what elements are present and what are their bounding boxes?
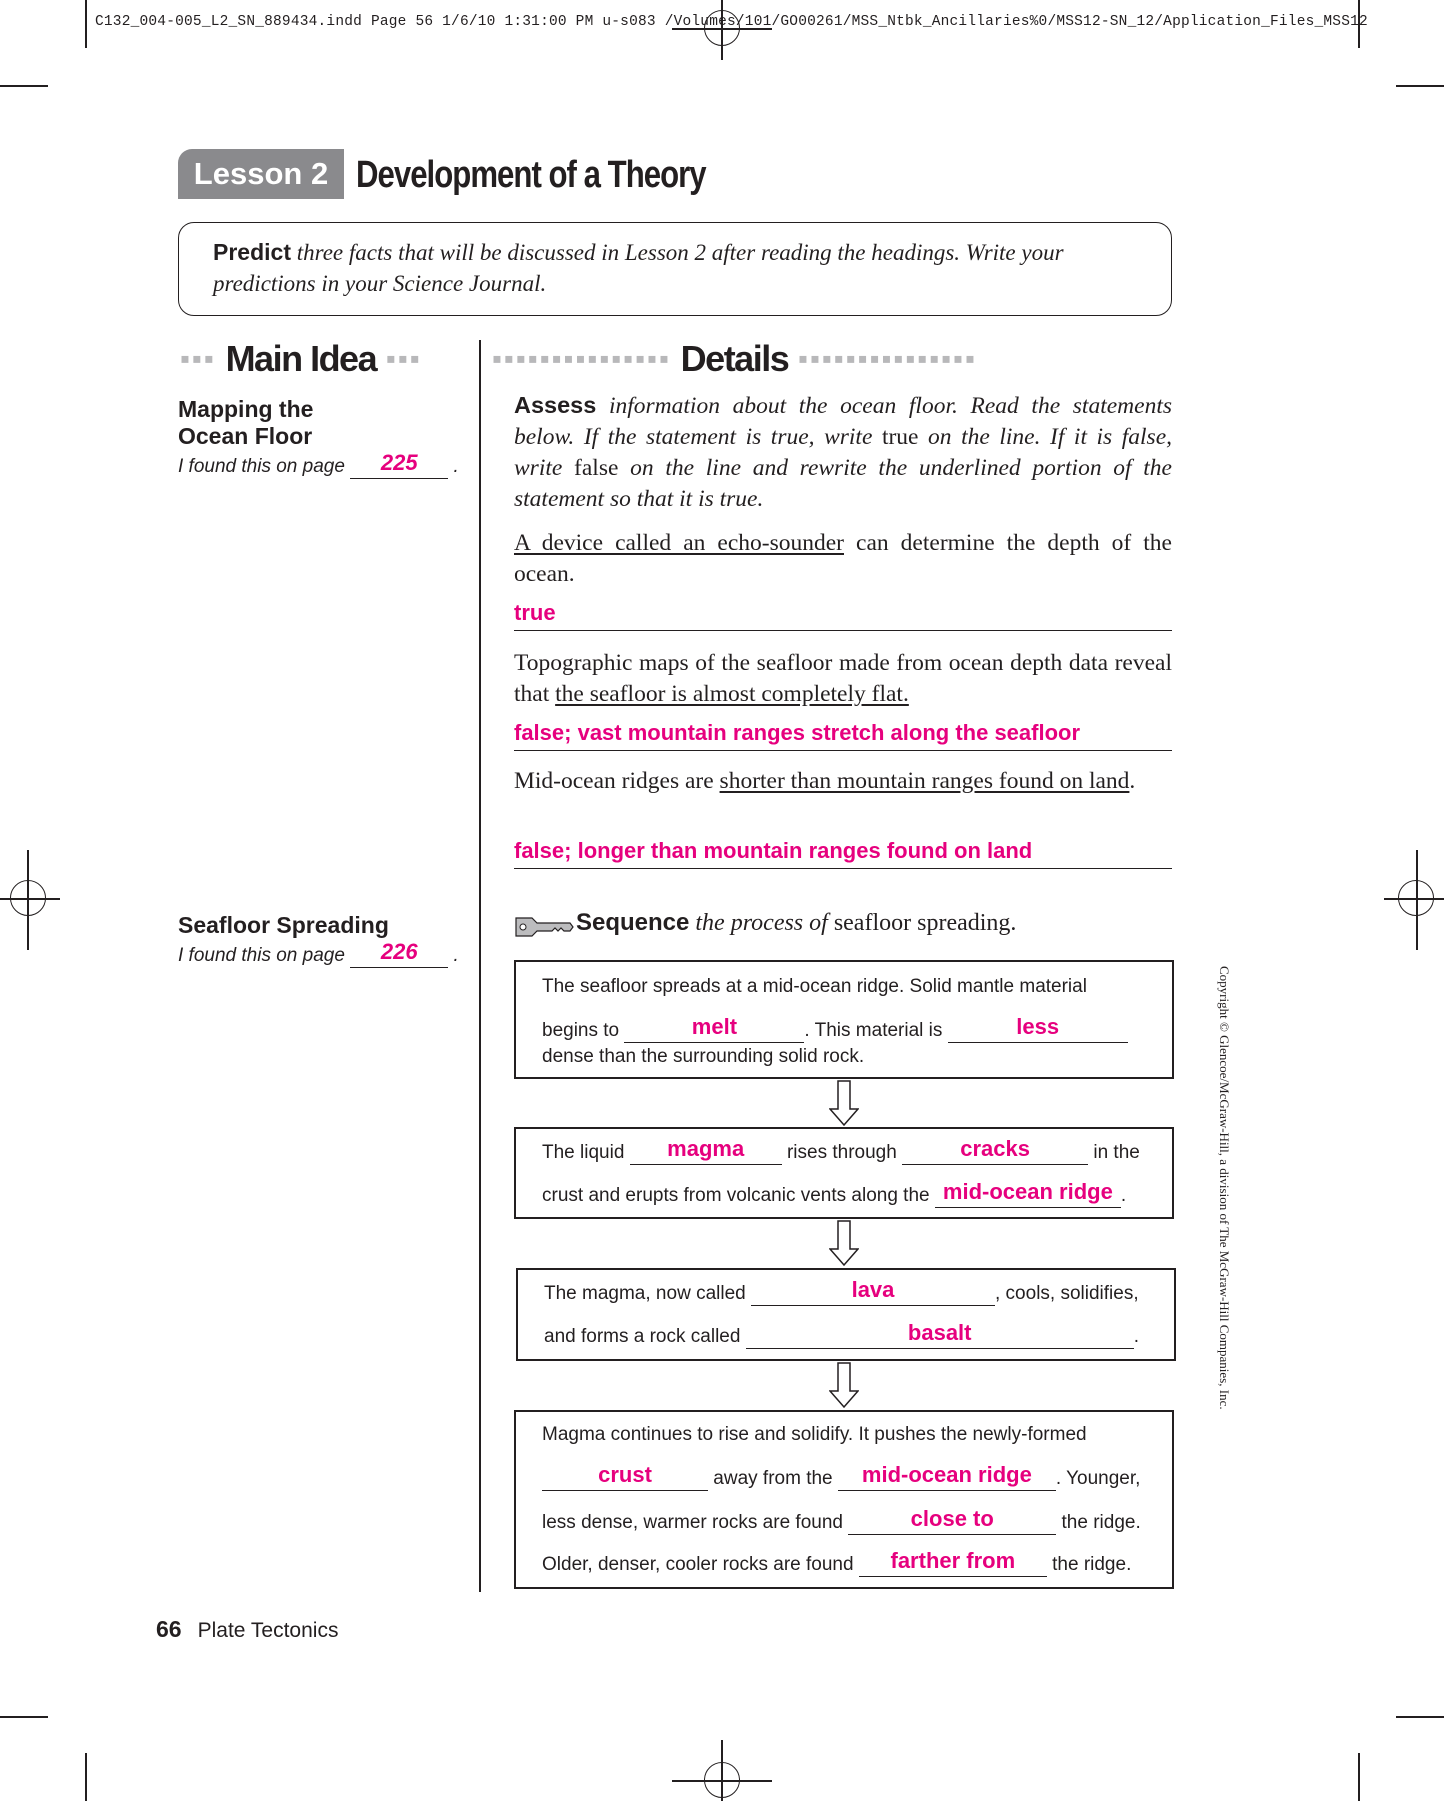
answer-lava[interactable]: lava: [851, 1277, 895, 1302]
sequence-box-1: [514, 960, 1174, 1079]
column-divider: [479, 340, 481, 1592]
statement-1: A device called an echo-sounder can determine the depth of the ocean.: [514, 530, 1172, 587]
sequence-instructions: Sequence the process of seafloor spreading.: [576, 909, 1017, 936]
page-number-answer[interactable]: 226: [380, 939, 418, 964]
down-arrow-icon: [829, 1220, 859, 1266]
box-text: The magma, now called lava , cools, solidifies,: [544, 1277, 1139, 1304]
page-reference: I found this on page 225 .: [178, 450, 459, 477]
details-header: [492, 336, 977, 382]
answer-2: false; vast mountain ranges stretch along the seafloor: [514, 720, 1081, 745]
box-text: dense than the surrounding solid rock.: [542, 1046, 865, 1067]
crop-mark: [85, 1753, 87, 1801]
box-text: and forms a rock called basalt .: [544, 1320, 1139, 1347]
lesson-title: Development of a Theory: [356, 154, 706, 196]
dot-leader: ▪▪▪▪▪▪▪▪▪▪▪▪▪▪▪: [788, 343, 977, 374]
answer-close-to[interactable]: close to: [910, 1506, 994, 1531]
main-idea-heading: Mapping the Ocean Floor: [178, 396, 314, 449]
lesson-tab: Lesson 2: [178, 149, 344, 199]
registration-mark: [721, 1740, 723, 1801]
registration-mark: [1416, 850, 1418, 950]
page-footer: [156, 1616, 338, 1643]
details-title: Details: [680, 338, 789, 379]
key-icon: [512, 912, 574, 942]
main-idea-seafloor: [178, 912, 468, 968]
main-idea-mapping: [178, 396, 468, 479]
box-text: crust and erupts from volcanic vents along the mid-ocean ridge .: [542, 1179, 1127, 1206]
answer-mid-ocean-ridge-2[interactable]: mid-ocean ridge: [861, 1462, 1032, 1487]
box-text: crust away from the mid-ocean ridge . Younger,: [542, 1468, 1140, 1491]
predict-box: [178, 222, 1172, 316]
box-text: Magma continues to rise and solidify. It pushes the newly-formed: [542, 1424, 1087, 1445]
sequence-box-2: [514, 1127, 1174, 1219]
answer-line-2[interactable]: [514, 720, 1172, 751]
page-reference: I found this on page 226 .: [178, 939, 459, 966]
crop-mark: [0, 85, 48, 87]
statement-2: Topographic maps of the seafloor made from ocean depth data reveal that the seafloor is almost completely flat.: [514, 650, 1172, 707]
predict-label: Predict: [213, 239, 291, 265]
answer-crust[interactable]: crust: [598, 1462, 652, 1487]
assess-instructions: Assess information about the ocean floor. Read the statements below. If the statement is true, write true on the line. If it is false, write false on the line and rewrite the underlined portion of the statement so that it is true.: [514, 392, 1173, 512]
registration-mark: [721, 0, 723, 60]
main-idea-heading: Seafloor Spreading: [178, 912, 389, 938]
down-arrow-icon: [829, 1080, 859, 1126]
crop-mark: [1396, 1716, 1444, 1718]
sequence-box-3: [516, 1268, 1176, 1361]
main-idea-title: Main Idea: [225, 338, 377, 379]
dot-leader: ▪▪▪▪▪▪▪▪▪▪▪▪▪▪▪: [492, 343, 681, 374]
predict-text: three facts that will be discussed in Lesson 2 after reading the headings. Write your predictions in your Science Journal.: [213, 240, 1064, 296]
crop-mark: [85, 0, 87, 48]
down-arrow-icon: [829, 1362, 859, 1408]
answer-3: false; longer than mountain ranges found on land: [514, 838, 1033, 863]
box-text: The liquid magma rises through cracks in the: [542, 1136, 1140, 1163]
box-text: less dense, warmer rocks are found close to the ridge.: [542, 1506, 1141, 1533]
box-text: begins to melt . This material is less: [542, 1020, 1128, 1043]
answer-line-3[interactable]: [514, 838, 1172, 869]
sequence-box-4: [514, 1410, 1174, 1589]
unit-name: Plate Tectonics: [197, 1619, 339, 1642]
dot-leader: ▪▪▪: [180, 343, 226, 374]
page-number: 66: [156, 1616, 182, 1642]
answer-magma[interactable]: magma: [667, 1136, 745, 1161]
page-number-answer[interactable]: 225: [380, 450, 418, 475]
statement-3: Mid-ocean ridges are shorter than mountain ranges found on land.: [514, 768, 1136, 794]
answer-1: true: [514, 600, 556, 625]
answer-basalt[interactable]: basalt: [907, 1320, 972, 1345]
dot-leader: ▪▪▪: [376, 343, 422, 374]
box-text: The seafloor spreads at a mid-ocean ridge. Solid mantle material: [542, 976, 1087, 997]
answer-melt[interactable]: melt: [691, 1014, 738, 1039]
main-idea-header: [180, 336, 422, 382]
assess-label: Assess: [514, 392, 597, 418]
box-text: Older, denser, cooler rocks are found farther from the ridge.: [542, 1548, 1132, 1575]
registration-mark: [1384, 898, 1444, 900]
file-slug: C132_004-005_L2_SN_889434.indd Page 56 1/6/10 1:31:00 PM u-s083 /Volumes/101/GO00261/MSS_Ntbk_Ancillaries%0/MSS12-SN_12/Application_Files_MSS12: [95, 14, 1368, 30]
crop-mark: [1358, 1753, 1360, 1801]
answer-farther-from[interactable]: farther from: [890, 1548, 1016, 1573]
crop-mark: [1396, 85, 1444, 87]
copyright-notice: Copyright © Glencoe/McGraw-Hill, a division of The McGraw-Hill Companies, Inc.: [1217, 966, 1232, 1410]
answer-less[interactable]: less: [1016, 1014, 1060, 1039]
registration-mark: [27, 850, 29, 950]
registration-mark: [0, 898, 60, 900]
answer-line-1[interactable]: [514, 600, 1172, 631]
answer-mid-ocean-ridge[interactable]: mid-ocean ridge: [942, 1179, 1113, 1204]
sequence-label: Sequence: [576, 909, 690, 936]
crop-mark: [0, 1716, 48, 1718]
answer-cracks[interactable]: cracks: [960, 1136, 1030, 1161]
